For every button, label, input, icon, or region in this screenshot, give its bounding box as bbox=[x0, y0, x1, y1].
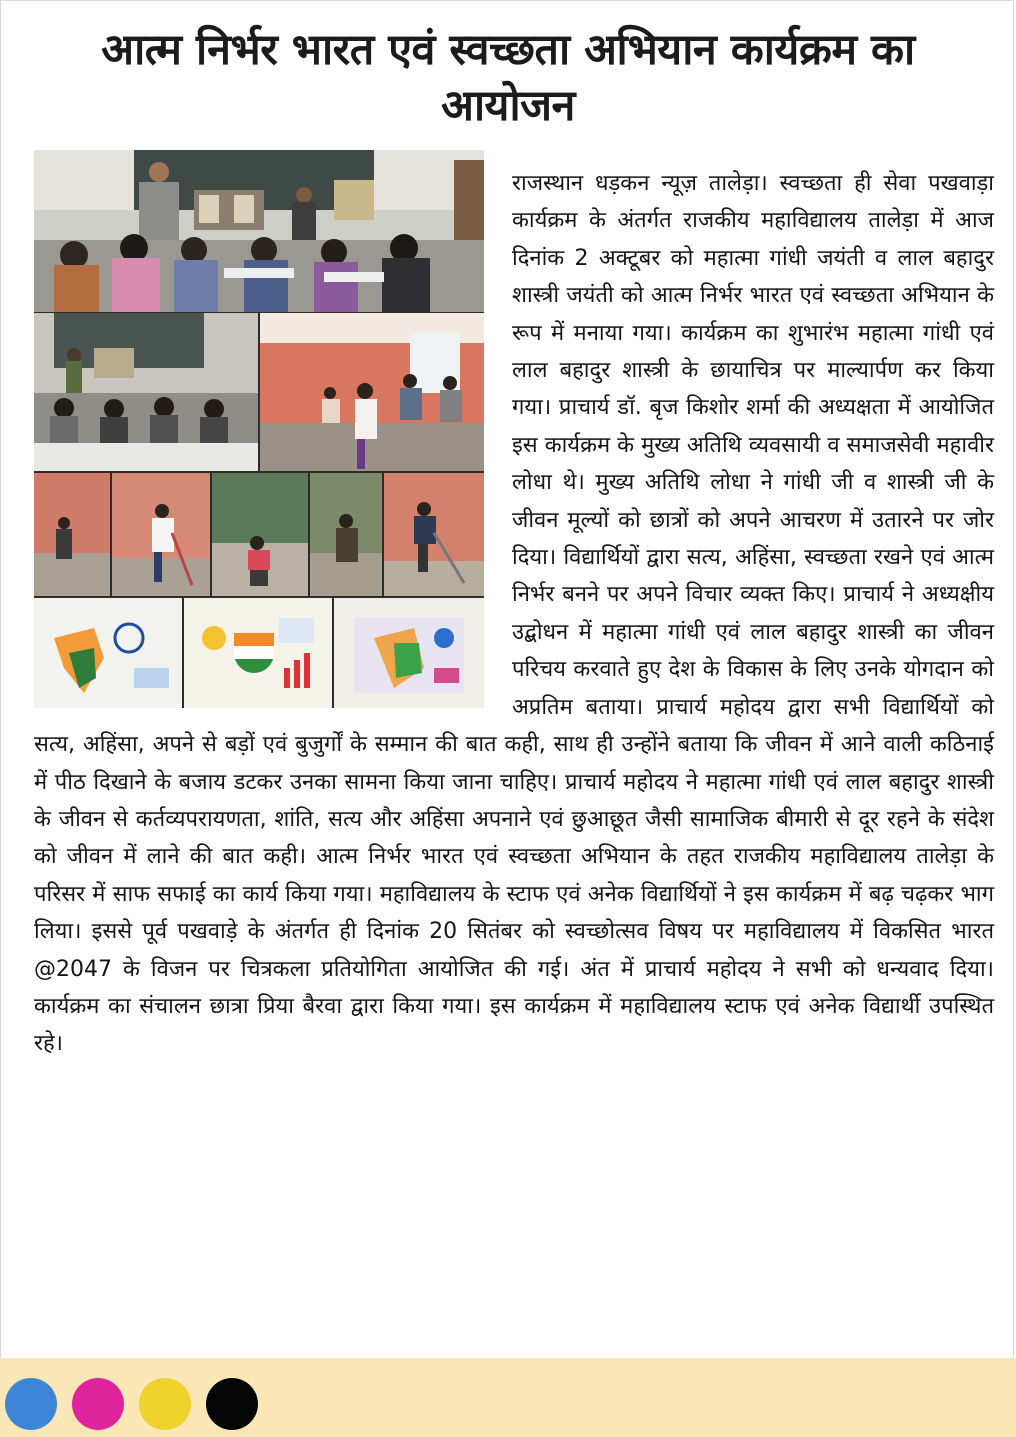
photo-wrap-space bbox=[34, 165, 512, 715]
headline: आत्म निर्भर भारत एवं स्वच्छता अभियान कार्यक्रम का आयोजन bbox=[101, 25, 915, 131]
article-body: राजस्थान धड़कन न्यूज़ तालेड़ा। स्वच्छता ही सेवा पखवाड़ा कार्यक्रम के अंतर्गत राजकीय महाविद्यालय तालेड़ा में आज दिनांक 2 अक्टूबर को महात्मा गांधी जयंती व लाल बहादुर शास्त्री जयंती को आत्म निर्भर भारत एवं स्वच्छता अभियान के रूप में मनाया गया। कार्यक्रम का शुभारंभ महात्मा गांधी एवं लाल बहादुर शास्त्री के छायाचित्र पर माल्यार्पण कर किया गया। प्राचार्य डॉ. बृज किशोर शर्मा की अध्यक्षता में आयोजित इस कार्यक्रम के मुख्य अतिथि व्यवसायी व समाजसेवी महावीर लोधा थे। मुख्य अतिथि लोधा ने गांधी जी व शास्त्री जी के जीवन मूल्यों को छात्रों को अपने आचरण में उतारने पर जोर दिया। विद्यार्थियों द्वारा सत्य, अहिंसा, स्वच्छता रखने एवं आत्म निर्भर बनने पर अपने विचार व्यक्त किए। प्राचार्य ने अध्यक्षीय उद्बोधन में महात्मा गांधी एवं लाल बहादुर शास्त्री का जीवन परिचय करवाते हुए देश के विकास के लिए उनके योगदान को अप्रतिम बताया। प्राचार्य महोदय द्वारा सभी विद्यार्थियों को सत्य, अहिंसा, अपने से बड़ों एवं बुजुर्गों के सम्मान की बात कही, साथ ही उन्होंने बताया कि जीवन में आने वाली कठिनाई में पीठ दिखाने के बजाय डटकर उनका सामना किया जाना चाहिए। प्राचार्य महोदय ने महात्मा गांधी एवं लाल बहादुर शास्त्री के जीवन से कर्तव्यपरायणता, शांति, सत्य और अहिंसा अपनाने एवं छुआछूत जैसी सामाजिक बीमारी से दूर रहने के संदेश को जीवन में लाने की बात कही। आत्म निर्भर भारत एवं स्वच्छता अभियान के तहत राजकीय महाविद्यालय तालेड़ा के परिसर में साफ सफाई का कार्य किया गया। महाविद्यालय के स्टाफ एवं अनेक विद्यार्थियों ने इस कार्यक्रम में बढ़ चढ़कर भाग लिया। इससे पूर्व पखवाड़े के अंतर्गत ही दिनांक 20 सितंबर को स्वच्छोत्सव विषय पर महाविद्यालय में विकसित भारत @2047 के विजन पर चित्रकला प्रतियोगिता आयोजित की गई। अंत में प्राचार्य महोदय ने सभी को धन्यवाद दिया। कार्यक्रम का संचालन छात्रा प्रिया बैरवा द्वारा किया गया। इस कार्यक्रम में महाविद्यालय स्टाफ एवं अनेक विद्यार्थी उपस्थित रहे। bbox=[34, 171, 994, 1057]
color-dot-black bbox=[206, 1378, 258, 1430]
color-dot-yellow bbox=[139, 1378, 191, 1430]
color-dot-blue bbox=[5, 1378, 57, 1430]
color-dot-magenta bbox=[72, 1378, 124, 1430]
article-body-container bbox=[34, 165, 994, 1063]
